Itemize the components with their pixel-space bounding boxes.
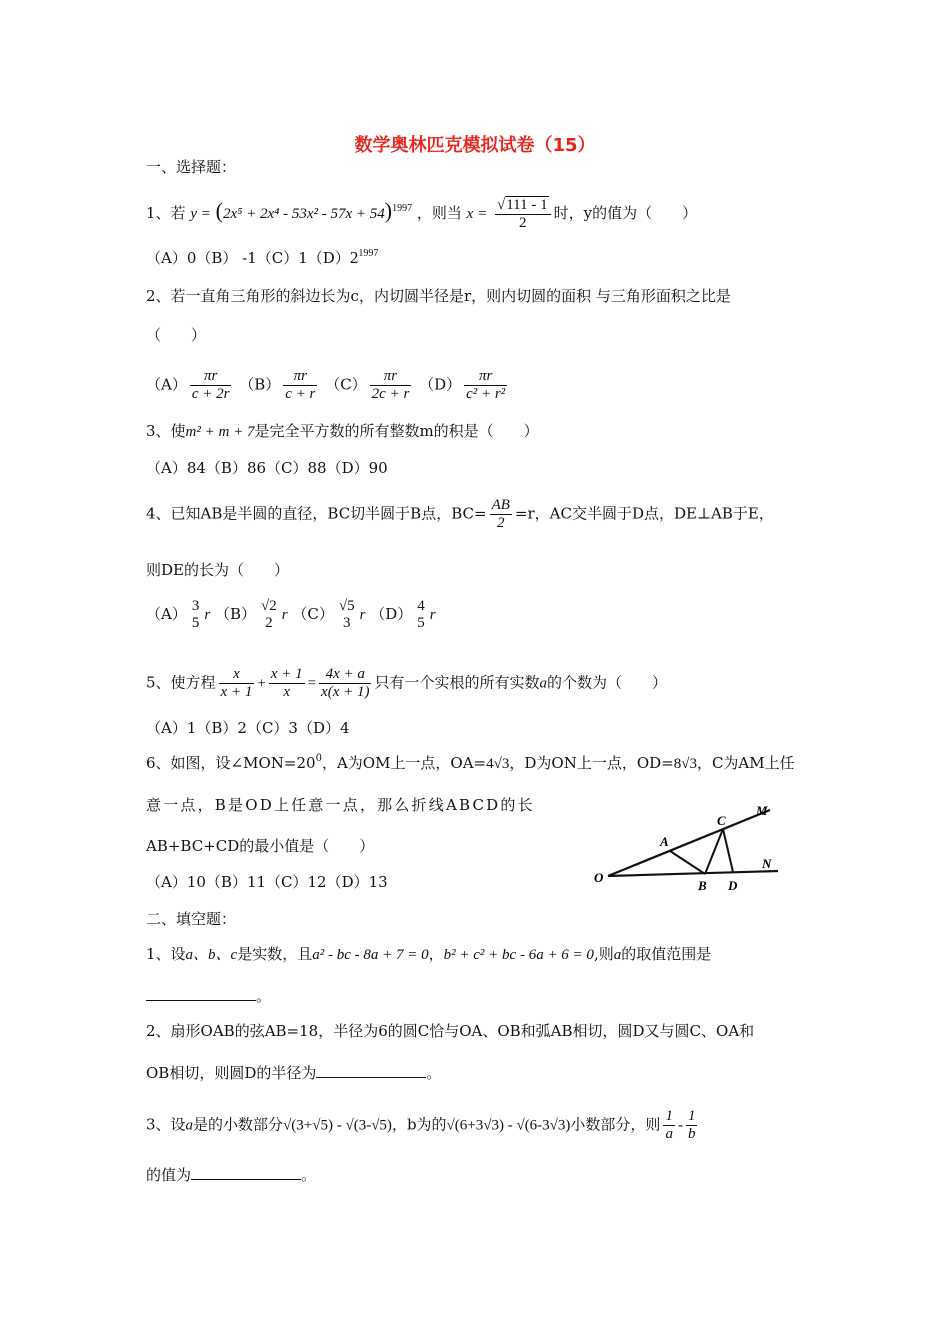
- q1-poly: 2x⁵ + 2x⁴ - 53x² - 57x + 54: [222, 206, 385, 222]
- q1-options: （A）0（B） $-1(C)1(D)2^{1997}$: [146, 248, 379, 267]
- f2-blank[interactable]: [316, 1063, 426, 1078]
- q1-num: 1、若: [146, 204, 186, 222]
- q4-options: （A） 3 5 r （B） √2 2 r （C） √5 3 r （D） 4 5 r: [146, 598, 436, 631]
- label-c: C: [717, 813, 726, 828]
- page-title: 数学奥林匹克模拟试卷（15）: [354, 135, 596, 156]
- f3-line1: 3、设a是的小数部分√(3+√5) - √(3-√5)，b为的√(6+3√3) - √(6-3√3)小数部分，则 $\frac{1}{a}$ - $\frac{1}{b}$: [146, 1108, 696, 1142]
- q4-line2: 则DE的长为（ ）: [146, 561, 289, 579]
- f3-blank[interactable]: [191, 1165, 301, 1180]
- label-n: N: [762, 856, 772, 871]
- label-d: D: [728, 878, 738, 893]
- q3-line: 3、使m² + m + 7是完全平方数的所有整数m的积是（ ）: [146, 422, 539, 440]
- label-m: M: [756, 803, 768, 818]
- f3-line2: 的值为 。: [146, 1166, 317, 1184]
- section-fill: 二、填空题：: [146, 910, 237, 928]
- label-b: B: [698, 878, 707, 893]
- angle-figure: [592, 798, 792, 894]
- ray-on: [608, 871, 778, 876]
- label-a: A: [660, 834, 669, 849]
- q1-exp: 1997: [392, 203, 413, 214]
- q2-options: （A） $\frac{\pi r}{c + 2r}$ （B） $\frac{\pi r}{c + r}$ （C） $\frac{\pi r}{2c + r}$ （D） $\frac{\pi r}{\text{c² + r²}}$: [146, 368, 506, 402]
- q5-options: （A）1（B）2（C）3（D）4: [146, 719, 350, 737]
- q1-line: 1、若 $y = (2x^5 + 2x^4 - 53x^2 - 57x + 54)^{1997}$ ，则当 x = $\frac{√111 - 1}{2}$ 时，y的值为（ ）: [146, 197, 698, 231]
- f1-answer: 。: [146, 986, 271, 1006]
- q2-line1: 2、若一直角三角形的斜边长为c，内切圆半径是r，则内切圆的面积 与三角形面积之比是: [146, 287, 731, 305]
- f2-line2: OB相切，则圆D的半径为 。: [146, 1064, 442, 1082]
- segment-ab: [670, 851, 705, 874]
- q6-line1: 6、如图，设$\angle MON=20^0$，A为OM上一点，OA=4√3，D为ON上一点，OD=8√3，C为AM上任: [146, 753, 795, 772]
- section-choice: 一、选择题：: [146, 158, 237, 176]
- f1-line: 1、设a、b、c是实数，且a² - bc - 8a + 7 = 0，b² + c² + bc - 6a + 6 = 0,则a的取值范围是: [146, 945, 712, 963]
- q1-fraction: $\frac{√111 - 1}{2}$: [495, 196, 551, 232]
- q4-line1: 4、已知AB是半圆的直径，BC切半圆于B点，BC= $\frac{AB}{2}$ =r，AC交半圆于D点，DE⊥AB于E，: [146, 497, 774, 531]
- f2-line1: 2、扇形OAB的弦AB=18，半径为6的圆C恰与OA、OB和弧AB相切，圆D又与圆C、OA和: [146, 1022, 755, 1040]
- q6-line3: AB+BC+CD的最小值是（ ）: [146, 837, 375, 855]
- q6-line2: 意一点，B是OD上任意一点，那么折线ABCD的长: [146, 796, 535, 814]
- q5-line: 5、使方程 $\frac{x}{x + 1}$ + $\frac{x + 1}{x}$ = $\frac{4x + a}{x(x + 1)}$ 只有一个实根的所有实数a的个数为（ ）: [146, 666, 668, 700]
- f1-blank[interactable]: [146, 986, 256, 1001]
- q1-mid: ，则当: [416, 204, 462, 222]
- ray-om: [608, 810, 770, 876]
- q3-options: （A）84（B）86（C）88（D）90: [146, 459, 388, 477]
- q6-options: （A）10（B）11（C）12（D）13: [146, 873, 388, 891]
- q1-y: y =: [190, 206, 211, 222]
- label-o: O: [594, 870, 604, 885]
- q1-tail: 时，y的值为（ ）: [553, 204, 698, 222]
- segment-cd: [723, 829, 733, 872]
- q2-line2: （ ）: [146, 326, 207, 344]
- q1-x: x =: [466, 206, 488, 222]
